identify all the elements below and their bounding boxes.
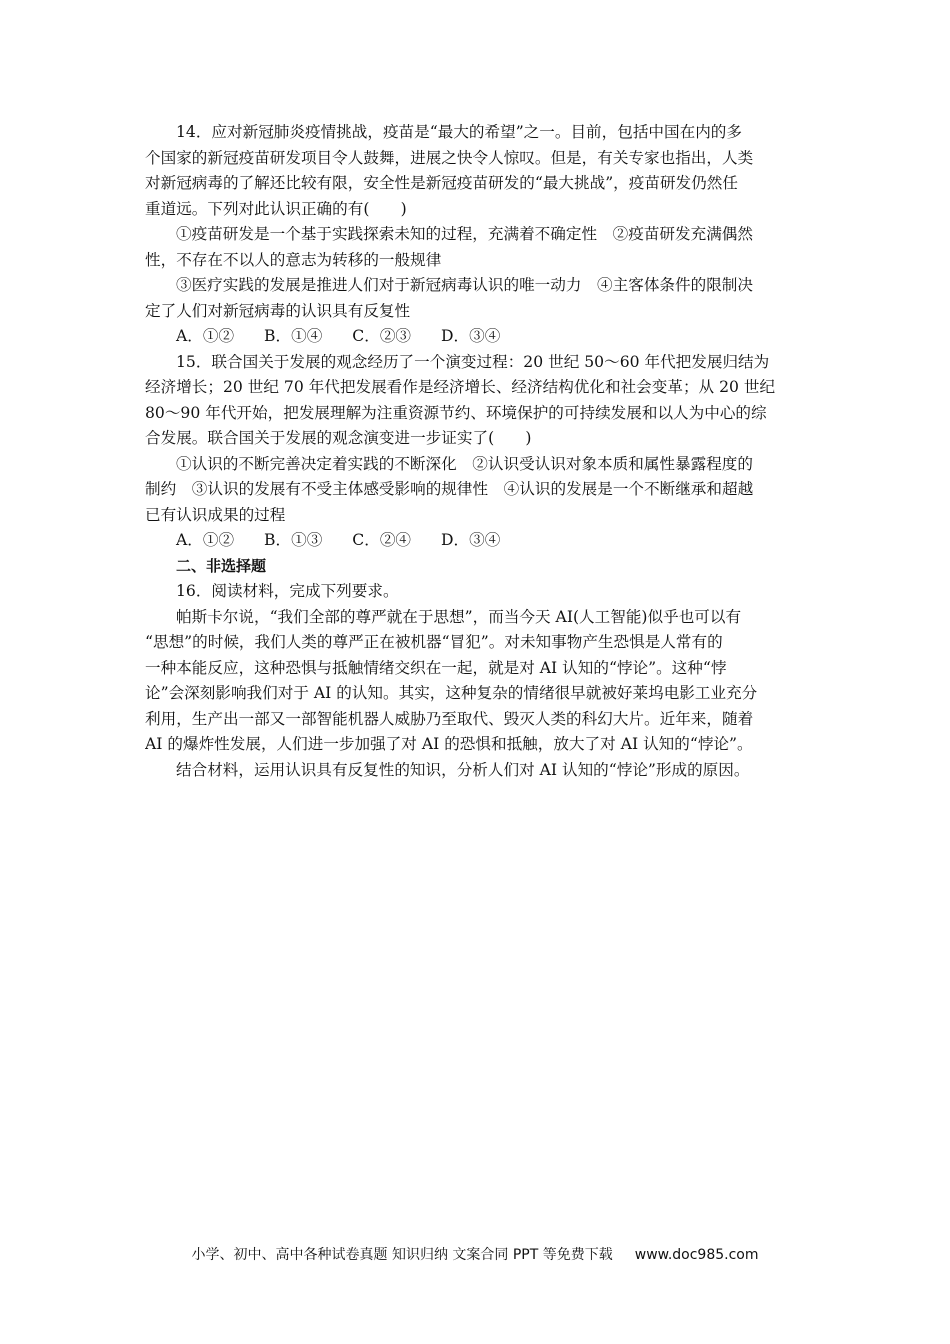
- question-stem-line: 合发展。联合国关于发展的观念演变进一步证实了( ): [145, 429, 532, 447]
- material-line: “思想”的时候，我们人类的尊严正在被机器“冒犯”。对未知事物产生恐惧是人常有的: [145, 633, 723, 651]
- option-b: B．①④: [264, 327, 323, 345]
- option-c: C．②④: [352, 531, 412, 549]
- option-d: D．③④: [441, 531, 501, 549]
- document-body: [145, 120, 807, 783]
- question-stem-line: 重道远。下列对此认识正确的有( ): [145, 199, 407, 218]
- option-b: B．①③: [264, 531, 323, 549]
- question-stem-line: 15．联合国关于发展的观念经历了一个演变过程：20 世纪 50～60 年代把发展归结为: [176, 352, 770, 371]
- section-heading: 二、非选择题: [176, 556, 267, 575]
- question-stem-line: 个国家的新冠疫苗研发项目令人鼓舞，进展之快令人惊叹。但是，有关专家也指出，人类: [145, 148, 754, 167]
- statement-line: 定了人们对新冠病毒的认识具有反复性: [145, 301, 411, 320]
- material-line: 帕斯卡尔说，“我们全部的尊严就在于思想”，而当今天 AI(人工智能)似乎也可以有: [176, 607, 742, 626]
- question-task: 结合材料，运用认识具有反复性的知识，分析人们对 AI 认知的“悖论”形成的原因。: [176, 760, 750, 779]
- answer-options: [145, 324, 807, 350]
- footer-site-link[interactable]: www.doc985.com: [634, 1247, 759, 1263]
- question-16: [145, 579, 807, 783]
- question-15: [145, 350, 807, 554]
- material-line: 利用，生产出一部又一部智能机器人威胁乃至取代、毁灭人类的科幻大片。近年来，随着: [145, 709, 754, 728]
- question-14: [145, 120, 807, 350]
- question-stem-line: 14．应对新冠肺炎疫情挑战，疫苗是“最大的希望”之一。目前，包括中国在内的多: [176, 123, 742, 141]
- statement-line: 制约 ③认识的发展有不受主体感受影响的规律性 ④认识的发展是一个不断继承和超越: [145, 480, 754, 498]
- statement-line: ①认识的不断完善决定着实践的不断深化 ②认识受认识对象本质和属性暴露程度的: [176, 454, 753, 473]
- question-stem-line: 对新冠病毒的了解还比较有限，安全性是新冠疫苗研发的“最大挑战”，疫苗研发仍然任: [145, 174, 738, 192]
- question-stem-line: 80～90 年代开始，把发展理解为注重资源节约、环境保护的可持续发展和以人为中心的综: [145, 403, 767, 422]
- material-line: 论”会深刻影响我们对于 AI 的认知。其实，这种复杂的情绪很早就被好莱坞电影工业充分: [145, 684, 758, 702]
- option-d: D．③④: [441, 327, 501, 345]
- page-footer: [0, 1244, 950, 1264]
- option-a: A．①②: [176, 327, 235, 345]
- statement-line: ①疫苗研发是一个基于实践探索未知的过程，充满着不确定性 ②疫苗研发充满偶然: [176, 225, 753, 243]
- statement-line: ③医疗实践的发展是推进人们对于新冠病毒认识的唯一动力 ④主客体条件的限制决: [176, 276, 753, 294]
- question-stem-line: 经济增长；20 世纪 70 年代把发展看作是经济增长、经济结构优化和社会变革；从 20 世纪: [145, 378, 776, 396]
- option-c: C．②③: [352, 327, 412, 345]
- footer-text: 小学、初中、高中各种试卷真题 知识归纳 文案合同 PPT 等免费下载: [191, 1247, 613, 1263]
- option-a: A．①②: [176, 531, 235, 549]
- statement-line: 已有认识成果的过程: [145, 505, 286, 524]
- answer-options: [145, 528, 807, 554]
- material-line: 一种本能反应，这种恐惧与抵触情绪交织在一起，就是对 AI 认知的“悖论”。这种“悖: [145, 658, 727, 677]
- question-intro: 16．阅读材料，完成下列要求。: [176, 582, 399, 600]
- statement-line: 性，不存在不以人的意志为转移的一般规律: [145, 250, 442, 269]
- material-line: AI 的爆炸性发展，人们进一步加强了对 AI 的恐惧和抵触，放大了对 AI 认知的“悖论”。: [145, 735, 753, 753]
